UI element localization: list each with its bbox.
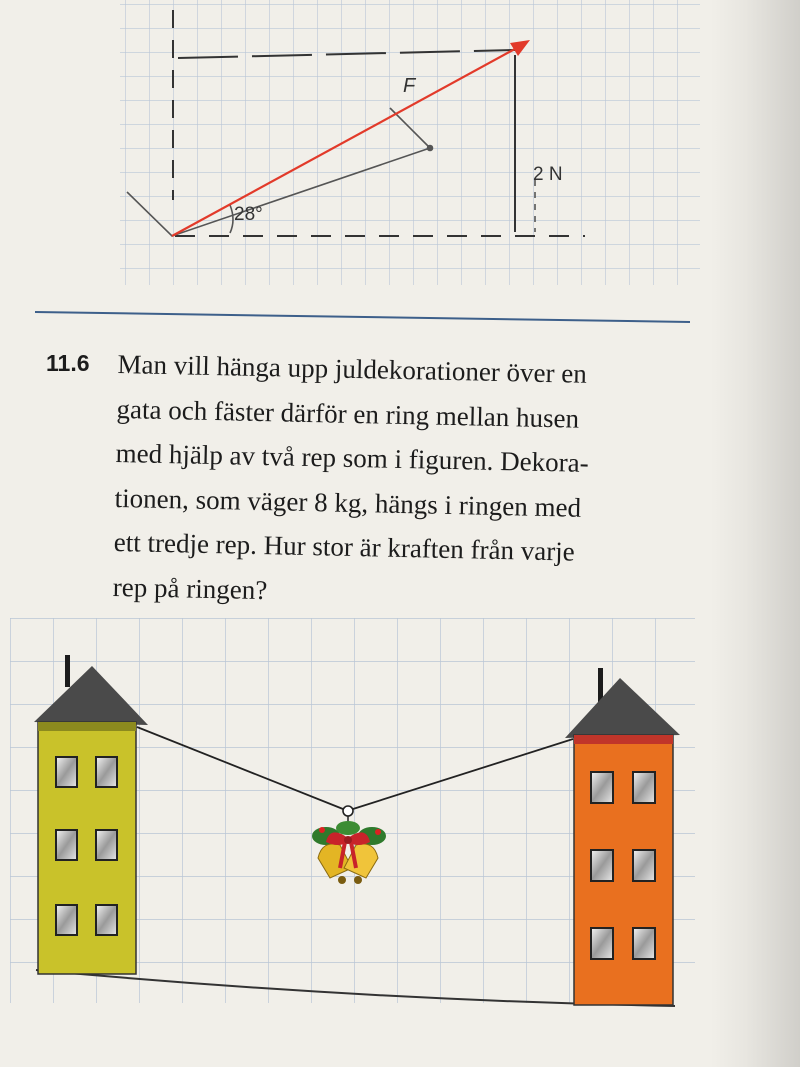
problem-line: Man vill hänga upp juldekorationer över en xyxy=(117,348,588,389)
problem-number: 11.6 xyxy=(46,350,90,376)
problem-statement xyxy=(112,342,687,621)
section-divider xyxy=(35,312,690,322)
problem-line: med hjälp av två rep som i figuren. Dekora- xyxy=(115,437,589,478)
problem-line: tionen, som väger 8 kg, hängs i ringen med xyxy=(114,482,582,523)
force-label: F xyxy=(403,75,416,97)
ring xyxy=(343,806,353,816)
problem-line: rep på ringen? xyxy=(112,571,268,605)
angle-label: 28° xyxy=(234,204,263,225)
problem-line: ett tredje rep. Hur stor är kraften från varje xyxy=(113,526,576,567)
top-figure-grid xyxy=(120,0,700,285)
scale-label: 2 N xyxy=(533,164,563,185)
problem-line: gata och fäster därför en ring mellan husen xyxy=(116,393,580,434)
page-edge-shadow xyxy=(710,0,800,1067)
